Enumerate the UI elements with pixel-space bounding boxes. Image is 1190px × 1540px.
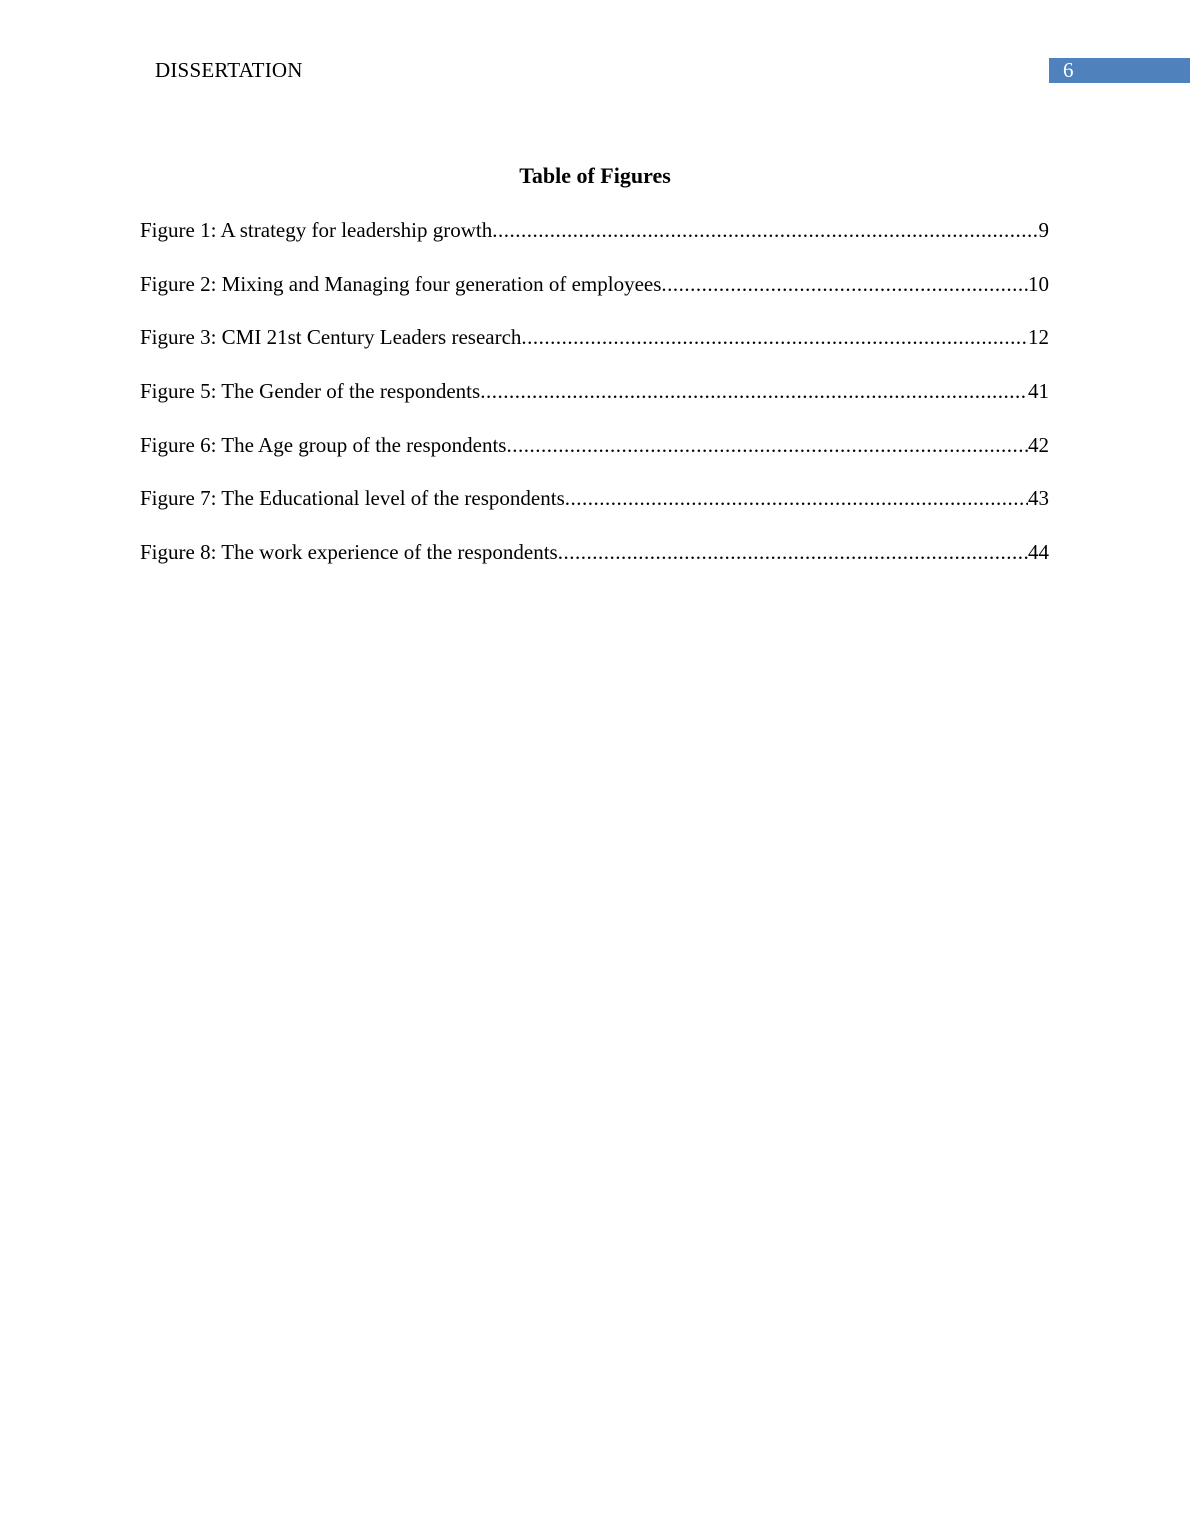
toc-dot-leader	[492, 216, 1038, 244]
toc-dot-leader	[558, 538, 1028, 566]
toc-entry-label: Figure 1: A strategy for leadership growth	[140, 218, 493, 242]
table-of-figures-list	[140, 216, 1049, 592]
toc-entry-label: Figure 6: The Age group of the respondents	[140, 432, 507, 457]
toc-entry-figure-3[interactable]	[140, 323, 1049, 377]
toc-entry-label: Figure 3: CMI 21st Century Leaders research	[140, 325, 522, 350]
toc-entry-figure-6[interactable]	[140, 431, 1049, 485]
toc-entry-figure-7[interactable]	[140, 484, 1049, 538]
toc-entry-page: 12	[1028, 325, 1049, 350]
toc-dot-leader	[521, 323, 1028, 351]
running-header-title: DISSERTATION	[155, 58, 303, 82]
toc-entry-page: 10	[1028, 271, 1049, 296]
toc-dot-leader	[565, 484, 1028, 512]
toc-entry-figure-1[interactable]	[140, 216, 1049, 270]
table-of-figures-heading: Table of Figures	[519, 163, 671, 188]
toc-entry-label: Figure 8: The work experience of the respondents	[140, 540, 558, 565]
toc-entry-label: Figure 2: Mixing and Managing four generation of employees	[140, 271, 662, 296]
toc-entry-page: 9	[1038, 218, 1049, 242]
toc-entry-label: Figure 7: The Educational level of the respondents	[140, 486, 565, 511]
toc-entry-page: 42	[1028, 432, 1049, 457]
toc-entry-page: 44	[1028, 540, 1049, 565]
toc-entry-figure-2[interactable]	[140, 270, 1049, 324]
page-number: 6	[1063, 58, 1074, 82]
page-number-badge	[1049, 58, 1190, 83]
toc-entry-label: Figure 5: The Gender of the respondents	[140, 379, 481, 404]
toc-dot-leader	[480, 377, 1028, 405]
toc-dot-leader	[661, 270, 1028, 298]
toc-entry-page: 41	[1028, 379, 1049, 404]
toc-dot-leader	[506, 431, 1028, 459]
toc-entry-figure-8[interactable]	[140, 538, 1049, 592]
toc-entry-figure-5[interactable]	[140, 377, 1049, 431]
toc-entry-page: 43	[1028, 486, 1049, 511]
